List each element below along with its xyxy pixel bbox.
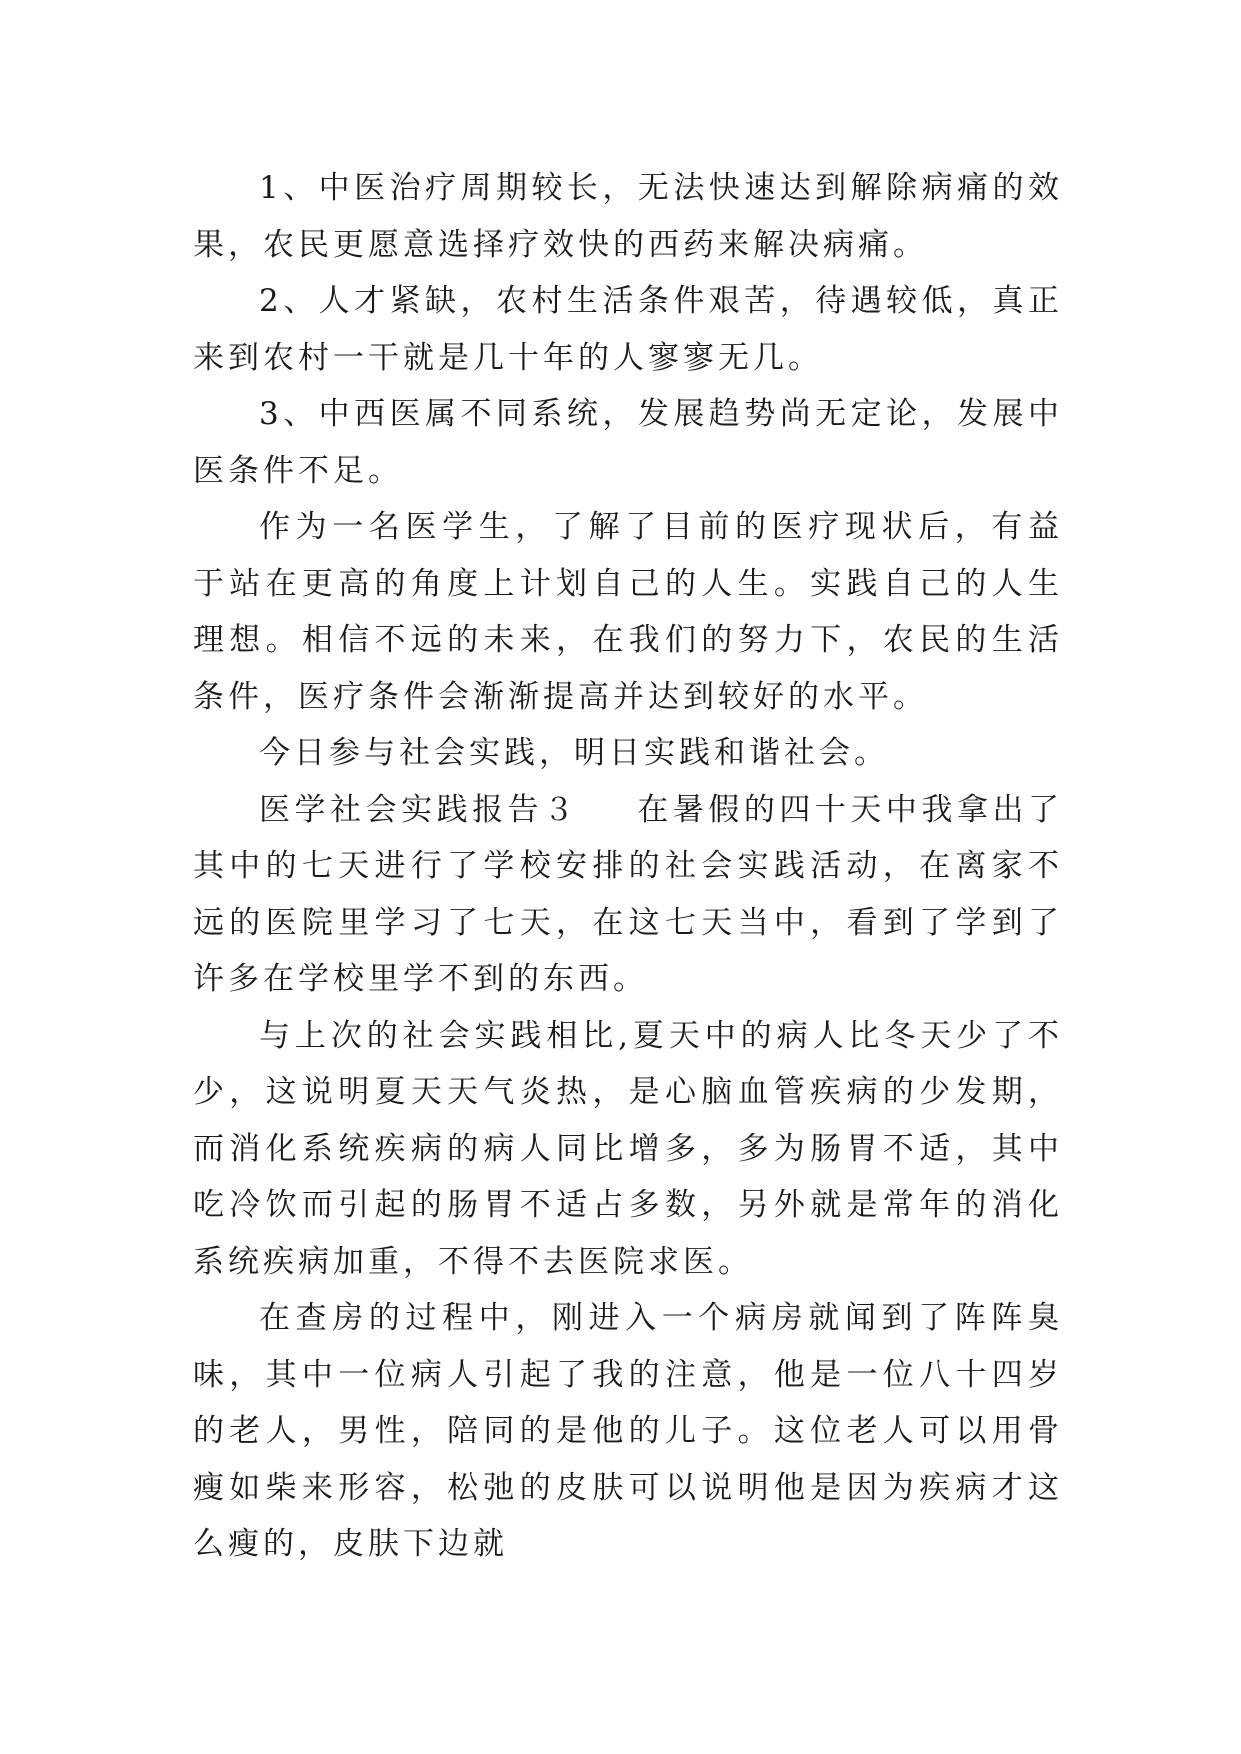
paragraph-point-3: 3、中西医属不同系统，发展趋势尚无定论，发展中医条件不足。	[193, 396, 1063, 489]
paragraph-point-1: 1、中医治疗周期较长，无法快速达到解除病痛的效果，农民更愿意选择疗效快的西药来解决病痛。	[193, 170, 1063, 263]
paragraph-reflection: 作为一名医学生，了解了目前的医疗现状后，有益于站在更高的角度上计划自己的人生。实践自己的人生理想。相信不远的未来，在我们的努力下，农民的生活条件，医疗条件会渐渐提高并达到较好的水平。	[193, 509, 1063, 715]
report-heading: 医学社会实践报告３	[259, 791, 579, 828]
paragraph-report-3	[193, 782, 1063, 1008]
document-body	[193, 160, 1063, 1573]
paragraph-slogan: 今日参与社会实践，明日实践和谐社会。	[259, 735, 889, 771]
paragraph-comparison: 与上次的社会实践相比,夏天中的病人比冬天少了不少，这说明夏天天气炎热，是心脑血管疾病的少发期，而消化系统疾病的病人同比增多，多为肠胃不适，其中吃冷饮而引起的肠胃不适占多数，另外就是常年的消化系统疾病加重，不得不去医院求医。	[193, 1017, 1063, 1280]
paragraph-ward-round: 在查房的过程中，刚进入一个病房就闻到了阵阵臭味，其中一位病人引起了我的注意，他是一位八十四岁的老人，男性，陪同的是他的儿子。这位老人可以用骨瘦如柴来形容，松弛的皮肤可以说明他是因为疾病才这么瘦的，皮肤下边就	[193, 1300, 1063, 1562]
paragraph-point-2: 2、人才紧缺，农村生活条件艰苦，待遇较低，真正来到农村一干就是几十年的人寥寥无几。	[193, 283, 1063, 376]
report-intro: 在暑假的四十天中我拿出了其中的七天进行了学校安排的社会实践活动，在离家不远的医院里学习了七天，在这七天当中，看到了学到了许多在学校里学不到的东西。	[193, 791, 1064, 997]
